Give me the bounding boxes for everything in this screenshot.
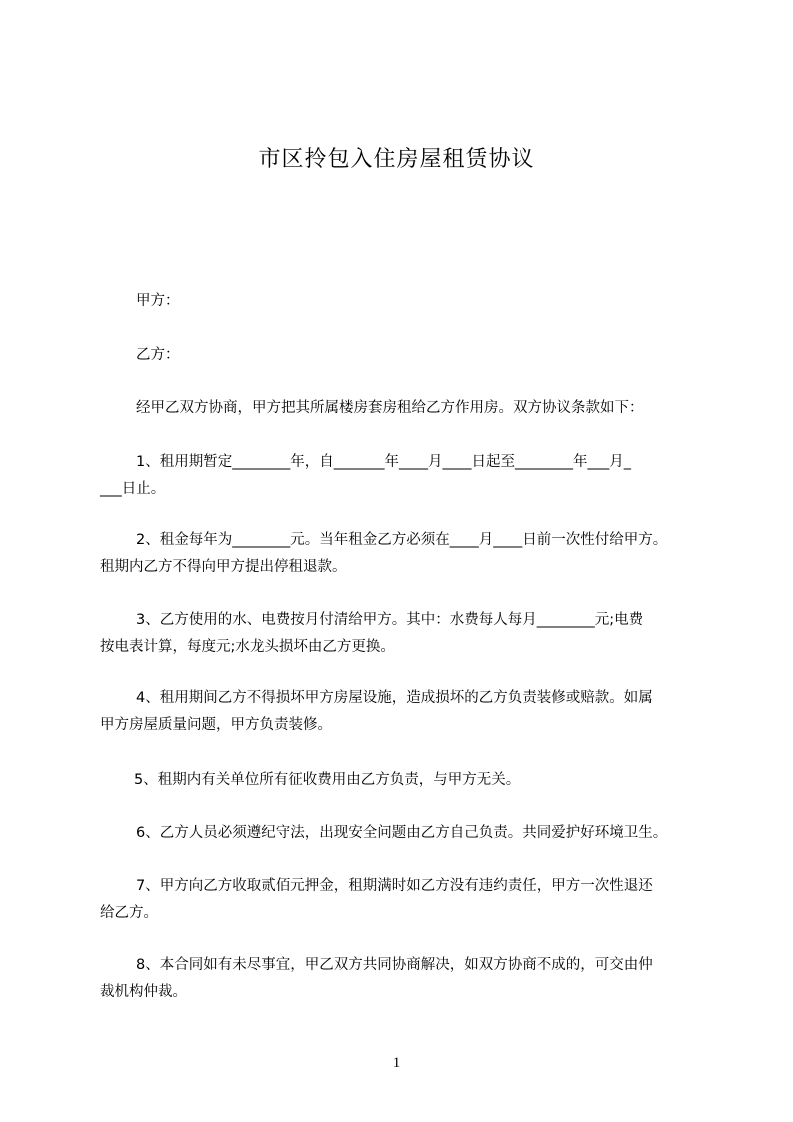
clause-2-line-1: 2、租金每年为________元。当年租金乙方必须在____月____日前一次性付给甲方。 [136, 532, 668, 548]
clause-1-line-1: 1、租用期暂定________年，自_______年____月____日起至________年___月_ [136, 454, 631, 470]
clause-1-line-2: ___日止。 [100, 481, 166, 497]
clause-2-line-2: 租期内乙方不得向甲方提出停租退款。 [100, 559, 347, 575]
clause-3-line-2: 按电表计算，每度元;水龙头损坏由乙方更换。 [100, 639, 395, 655]
party-b-label: 乙方： [136, 347, 180, 363]
clause-8-line-1: 8、本合同如有未尽事宜，甲乙双方共同协商解决，如双方协商不成的，可交由仲 [136, 957, 653, 973]
clause-6: 6、乙方人员必须遵纪守法，出现安全问题由乙方自己负责。共同爱护好环境卫生。 [136, 825, 668, 841]
clause-8-line-2: 裁机构仲裁。 [100, 984, 187, 1000]
intro-paragraph: 经甲乙双方协商，甲方把其所属楼房套房租给乙方作用房。双方协议条款如下： [136, 400, 644, 416]
clause-4-line-1: 4、租用期间乙方不得损坏甲方房屋设施，造成损坏的乙方负责装修或赔款。如属 [136, 690, 653, 706]
clause-5: 5、租期内有关单位所有征收费用由乙方负责，与甲方无关。 [134, 772, 521, 788]
document-title: 市区拎包入住房屋租赁协议 [258, 147, 535, 172]
clause-7-line-2: 给乙方。 [100, 905, 158, 921]
clause-7-line-1: 7、甲方向乙方收取贰佰元押金，租期满时如乙方没有违约责任，甲方一次性退还 [136, 878, 653, 894]
clause-3-line-1: 3、乙方使用的水、电费按月付清给甲方。其中：水费每人每月________元;电费 [136, 612, 644, 628]
clause-4-line-2: 甲方房屋质量问题，甲方负责装修。 [100, 717, 332, 733]
party-a-label: 甲方： [136, 293, 180, 309]
page-number: 1 [392, 1055, 401, 1071]
